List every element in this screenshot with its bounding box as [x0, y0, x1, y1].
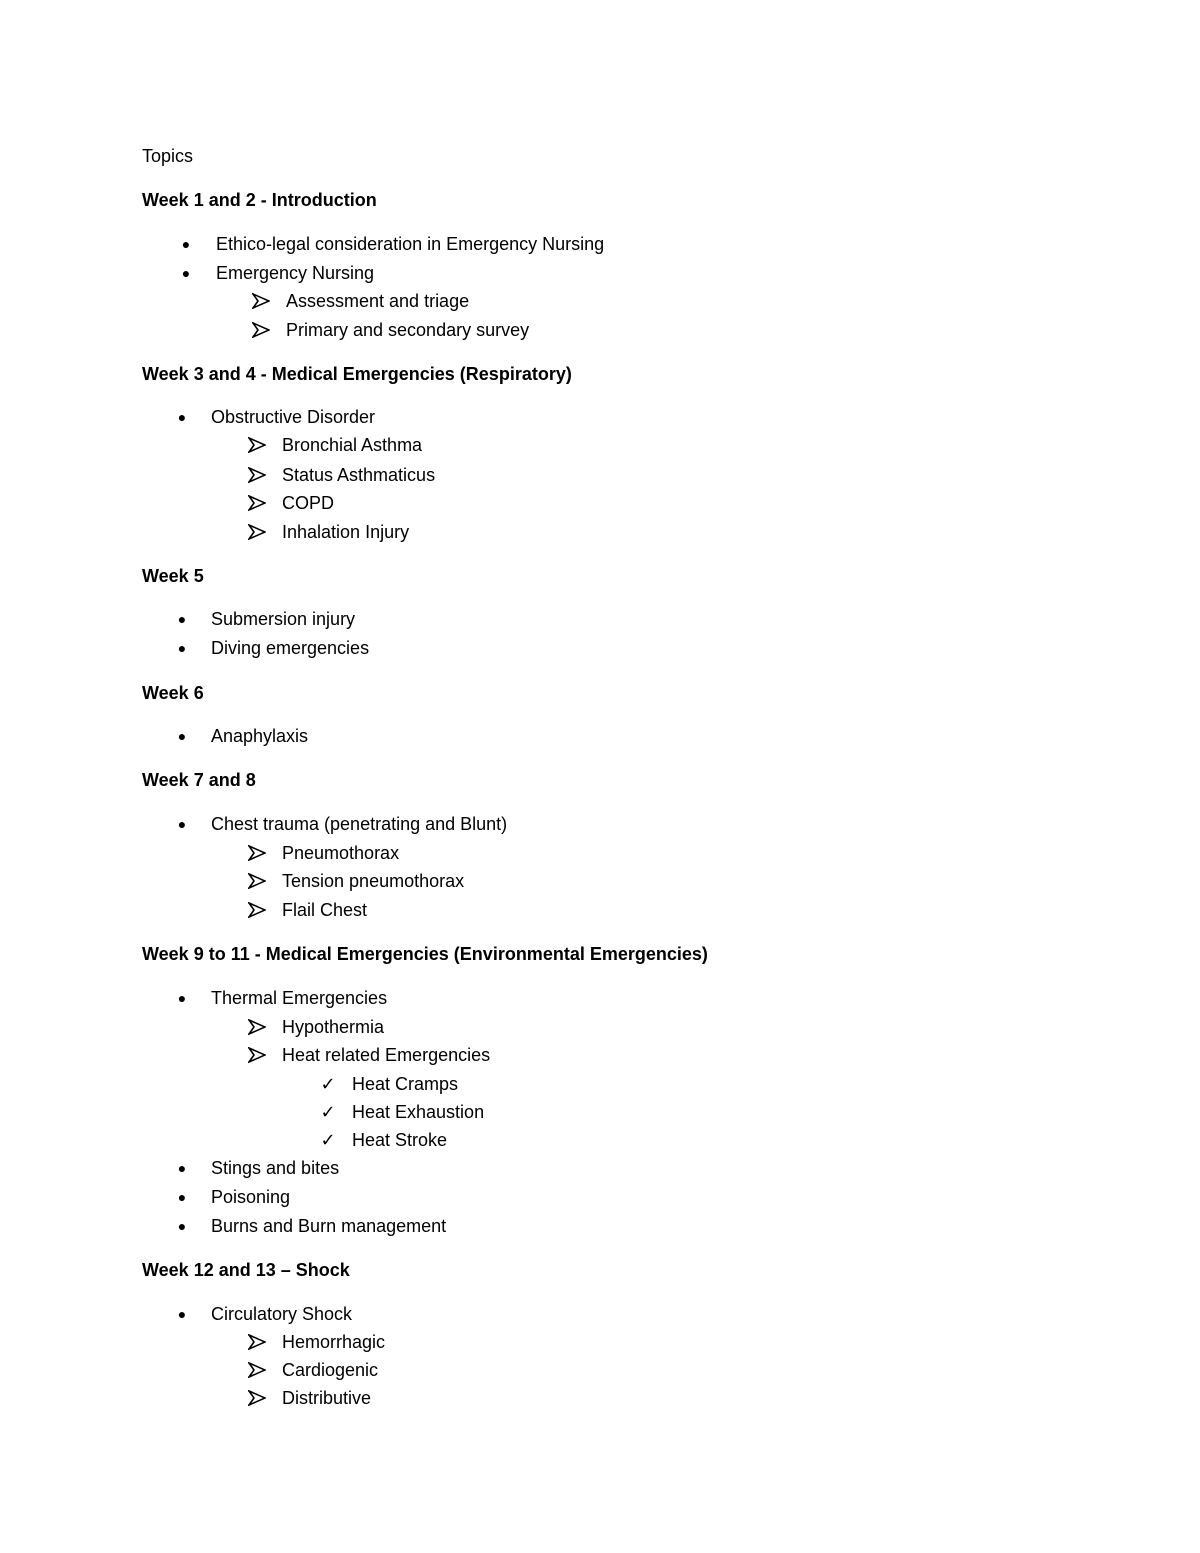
bullet-icon: ● — [177, 1218, 187, 1234]
item-text: Circulatory Shock — [211, 1304, 353, 1324]
arrow-bullet-icon — [248, 1016, 268, 1038]
bullet-icon: ● — [177, 1306, 187, 1322]
item-text: Heat Exhaustion — [352, 1102, 485, 1122]
arrow-bullet-icon — [248, 434, 268, 456]
item-text: Diving emergencies — [211, 638, 370, 658]
item-text: Anaphylaxis — [211, 726, 309, 746]
arrow-bullet-icon — [248, 492, 268, 514]
item-text: Assessment and triage — [286, 291, 470, 311]
item-text: Hemorrhagic — [282, 1332, 386, 1352]
item-text: Poisoning — [211, 1187, 291, 1207]
item-text: Obstructive Disorder — [211, 407, 376, 427]
arrow-bullet-icon — [248, 1044, 268, 1066]
arrow-bullet-icon — [248, 870, 268, 892]
document-title: Topics — [142, 146, 194, 166]
bullet-icon: ● — [177, 1189, 187, 1205]
item-text: Burns and Burn management — [211, 1216, 447, 1236]
section-heading: Week 6 — [142, 683, 204, 703]
item-text: Heat Cramps — [352, 1074, 459, 1094]
item-text: Heat Stroke — [352, 1130, 448, 1150]
bullet-icon: ● — [177, 409, 187, 425]
checkmark-icon: ✓ — [320, 1074, 336, 1094]
item-text: Distributive — [282, 1388, 372, 1408]
item-text: Thermal Emergencies — [211, 988, 388, 1008]
item-text: Status Asthmaticus — [282, 465, 436, 485]
section-heading: Week 7 and 8 — [142, 770, 256, 790]
arrow-bullet-icon — [248, 1359, 268, 1381]
bullet-icon: ● — [177, 1160, 187, 1176]
section-heading: Week 1 and 2 - Introduction — [142, 190, 377, 210]
item-text: Pneumothorax — [282, 843, 400, 863]
bullet-icon: ● — [177, 990, 187, 1006]
bullet-icon: ● — [177, 816, 187, 832]
bullet-icon: ● — [181, 265, 191, 281]
item-text: Tension pneumothorax — [282, 871, 465, 891]
arrow-bullet-icon — [248, 899, 268, 921]
section-heading: Week 12 and 13 – Shock — [142, 1260, 350, 1280]
item-text: Flail Chest — [282, 900, 368, 920]
checkmark-icon: ✓ — [320, 1102, 336, 1122]
arrow-bullet-icon — [248, 521, 268, 543]
section-heading: Week 9 to 11 - Medical Emergencies (Environmental Emergencies) — [142, 944, 708, 964]
checkmark-icon: ✓ — [320, 1130, 336, 1150]
arrow-bullet-icon — [248, 464, 268, 486]
item-text: Bronchial Asthma — [282, 435, 423, 455]
arrow-bullet-icon — [252, 290, 272, 312]
section-heading: Week 5 — [142, 566, 204, 586]
item-text: COPD — [282, 493, 335, 513]
item-text: Cardiogenic — [282, 1360, 379, 1380]
item-text: Stings and bites — [211, 1158, 340, 1178]
arrow-bullet-icon — [248, 1387, 268, 1409]
item-text: Ethico-legal consideration in Emergency Nursing — [216, 234, 605, 254]
item-text: Submersion injury — [211, 609, 356, 629]
item-text: Hypothermia — [282, 1017, 385, 1037]
arrow-bullet-icon — [252, 319, 272, 341]
item-text: Inhalation Injury — [282, 522, 410, 542]
bullet-icon: ● — [177, 611, 187, 627]
item-text: Heat related Emergencies — [282, 1045, 491, 1065]
arrow-bullet-icon — [248, 842, 268, 864]
section-heading: Week 3 and 4 - Medical Emergencies (Respiratory) — [142, 364, 572, 384]
item-text: Emergency Nursing — [216, 263, 375, 283]
item-text: Primary and secondary survey — [286, 320, 530, 340]
bullet-icon: ● — [177, 640, 187, 656]
arrow-bullet-icon — [248, 1331, 268, 1353]
item-text: Chest trauma (penetrating and Blunt) — [211, 814, 508, 834]
bullet-icon: ● — [177, 728, 187, 744]
bullet-icon: ● — [181, 236, 191, 252]
